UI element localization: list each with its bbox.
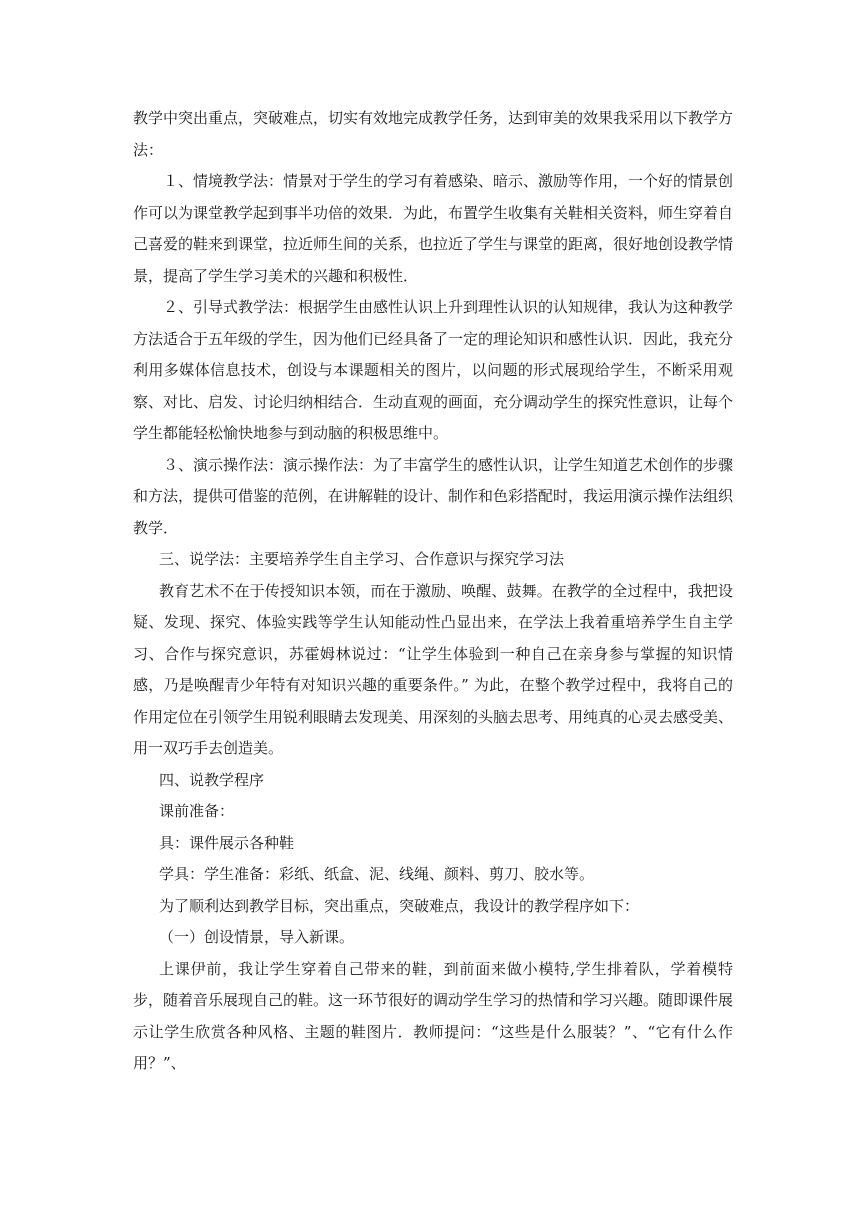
heading-create-situation: （一）创设情景，导入新课。	[159, 928, 355, 946]
heading-teaching-procedure: 四、说教学程序	[159, 770, 265, 789]
paragraph-demonstration-method: ３、演示操作法：演示操作法：为了丰富学生的感性认识，让学生知道艺术创作的步骤和方法，提供可借鉴的范例，在讲解鞋的设计、制作和色彩搭配时，我运用演示操作法组织教学．	[133, 455, 734, 537]
paragraph-procedure-intro: 为了顺利达到教学目标，突出重点，突破难点，我设计的教学程序如下：	[159, 896, 640, 915]
paragraph-situational-method: １、情境教学法：情景对于学生的学习有着感染、暗示、激励等作用，一个好的情景创作可以为课堂教学起到事半功倍的效果．为此，布置学生收集有关鞋相关资料，师生穿着自己喜爱的鞋来到课堂，拉近师生间的关系，也拉近了学生与课堂的距离，很好地创设教学情景，提高了学生学习美术的兴趣和积极性．	[133, 172, 734, 285]
heading-learning-methods: 三、说学法：主要培养学生自主学习、合作意识与探究学习法	[159, 550, 565, 568]
paragraph-education-art: 教育艺术不在于传授知识本领，而在于激励、唤醒、鼓舞。在教学的全过程中，我把设疑、发现、探究、体验实践等学生认知能动性凸显出来，在学法上我着重培养学生自主学习、合作与探究意识，苏霍姆林说过：“让学生体验到一种自己在亲身参与掌握的知识情感，乃是唤醒青少年特有对知识兴趣的重要条件。” 为此，在整个教学过程中，我将自己的作用定位在引领学生用锐利眼睛去发现美、用深刻的头脑去思考、用纯真的心灵去感受美、用一双巧手去创造美。	[133, 581, 734, 757]
paragraph-teaching-aids: 具：课件展示各种鞋	[159, 833, 295, 852]
paragraph-teaching-methods-intro: 教学中突出重点，突破难点，切实有效地完成教学任务，达到审美的效果我采用以下教学方法：	[133, 109, 734, 159]
document-body	[133, 103, 733, 1080]
paragraph-guided-method: ２、引导式教学法：根据学生由感性认识上升到理性认识的认知规律，我认为这种教学方法适合于五年级的学生，因为他们已经具备了一定的理论知识和感性认识．因此，我充分利用多媒体信息技术，创设与本课题相关的图片，以问题的形式展现给学生，不断采用观察、对比、启发、讨论归纳相结合．生动直观的画面，充分调动学生的探究性意识，让每个学生都能轻松愉快地参与到动脑的积极思维中。	[133, 298, 734, 442]
paragraph-learning-aids: 学具：学生准备：彩纸、纸盒、泥、线绳、颜料、剪刀、胶水等。	[159, 865, 595, 883]
paragraph-preparation: 课前准备：	[159, 802, 235, 820]
paragraph-class-opening: 上课伊前，我让学生穿着自己带来的鞋，到前面来做小模特,学生排着队，学着模特步，随着音乐展现自己的鞋。这一环节很好的调动学生学习的热情和学习兴趣。随即课件展示让学生欣赏各种风格、主题的鞋图片．教师提问：“这些是什么服装？”、“它有什么作用？”、	[133, 959, 734, 1072]
